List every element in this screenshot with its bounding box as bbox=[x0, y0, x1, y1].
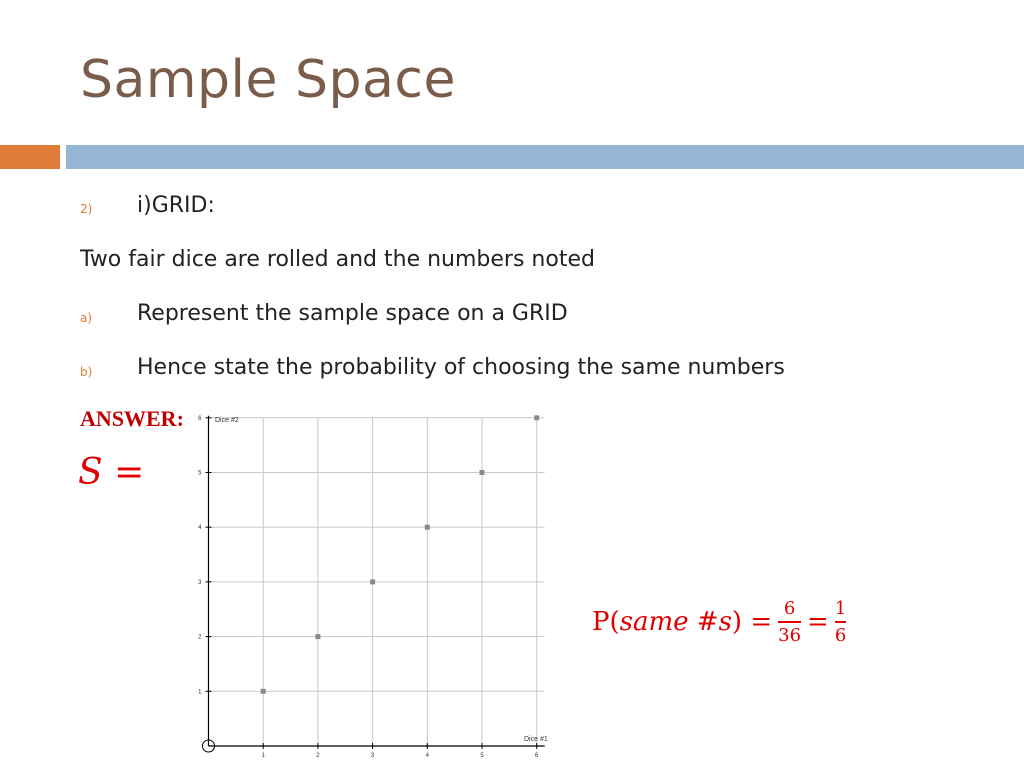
x-tick-label: 2 bbox=[316, 753, 320, 759]
data-point bbox=[261, 689, 266, 694]
x-tick-label: 6 bbox=[535, 753, 539, 759]
x-tick-label: 1 bbox=[261, 753, 265, 759]
data-point bbox=[480, 470, 485, 475]
data-point bbox=[534, 415, 539, 420]
y-tick-label: 2 bbox=[198, 634, 202, 641]
item-grid-heading: i)GRID: bbox=[137, 193, 215, 218]
y-axis-label: Dice #2 bbox=[215, 417, 239, 424]
x-tick-label: 3 bbox=[370, 753, 375, 759]
fraction-denominator: 36 bbox=[778, 625, 802, 646]
grid-lines bbox=[209, 418, 545, 746]
probability-formula bbox=[592, 598, 852, 646]
problem-statement: Two fair dice are rolled and the numbers noted bbox=[80, 247, 595, 272]
fraction-denominator: 6 bbox=[834, 625, 847, 646]
y-tick-label: 3 bbox=[198, 579, 202, 586]
fraction-numerator: 6 bbox=[783, 598, 796, 619]
slide-title: Sample Space bbox=[80, 50, 456, 110]
sample-space-grid-chart bbox=[195, 410, 555, 762]
item-b-text: Hence state the probability of choosing the same numbers bbox=[137, 355, 785, 380]
data-point bbox=[425, 525, 430, 530]
tick-labels bbox=[198, 416, 539, 759]
fraction-6-over-36 bbox=[778, 598, 801, 646]
formula-equals: = bbox=[807, 607, 829, 637]
item-marker-b: b) bbox=[80, 365, 93, 379]
fraction-1-over-6 bbox=[835, 598, 846, 646]
y-tick-label: 1 bbox=[198, 689, 202, 696]
answer-label: ANSWER: bbox=[80, 406, 184, 431]
sample-space-equation: S = bbox=[78, 452, 145, 493]
item-marker-a: a) bbox=[80, 311, 93, 325]
accent-band-blue bbox=[66, 145, 1024, 169]
formula-lhs-open: P( bbox=[592, 607, 620, 637]
y-tick-label: 6 bbox=[198, 415, 202, 422]
x-axis-label: Dice #1 bbox=[524, 736, 548, 743]
x-tick-label: 5 bbox=[480, 753, 484, 759]
y-tick-label: 4 bbox=[198, 525, 202, 532]
item-marker-2: 2) bbox=[80, 202, 93, 216]
formula-lhs-close: ) = bbox=[731, 607, 773, 637]
fraction-numerator: 1 bbox=[834, 598, 847, 619]
data-point bbox=[315, 634, 320, 639]
x-tick-label: 4 bbox=[425, 753, 429, 759]
item-a-text: Represent the sample space on a GRID bbox=[137, 301, 568, 326]
formula-lhs-event: same #s bbox=[619, 607, 732, 637]
accent-band-orange bbox=[0, 145, 60, 169]
data-points bbox=[261, 415, 540, 694]
data-point bbox=[370, 579, 375, 584]
y-tick-label: 5 bbox=[198, 470, 202, 477]
